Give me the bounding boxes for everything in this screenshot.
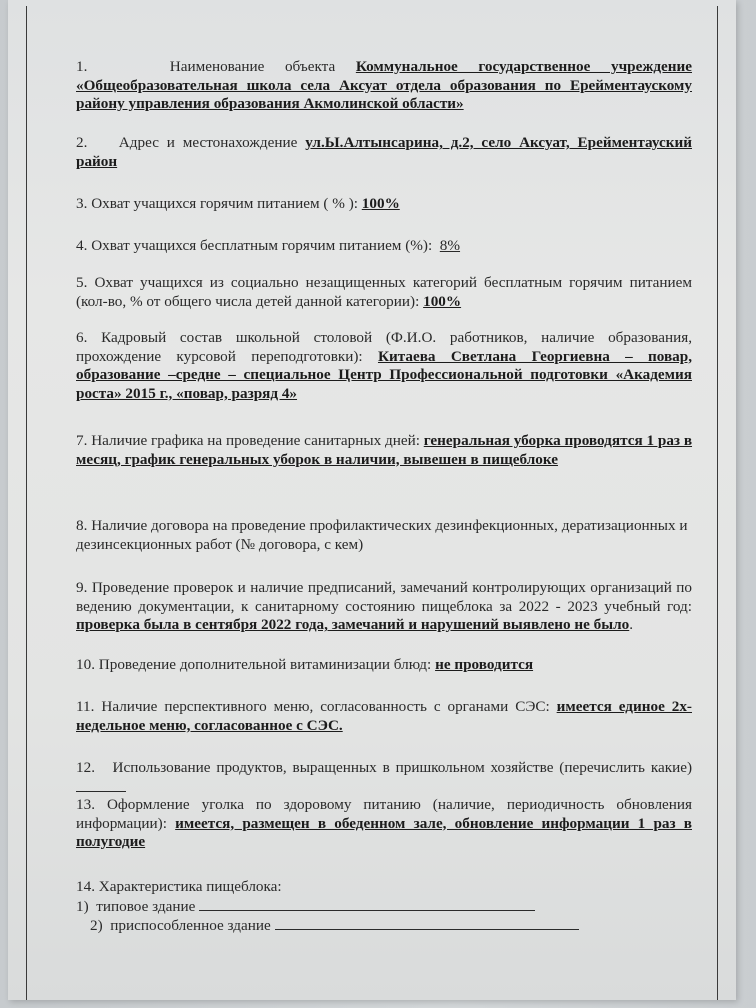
item-value: не проводится — [435, 656, 534, 673]
item-value: имеется единое 2х-недельное меню, согласованное с СЭС. — [76, 698, 692, 734]
option-label: приспособленное здание — [110, 917, 271, 934]
item-number: 9. — [76, 579, 88, 596]
item-value: ул.Ы.Алтынсарина, д.2, село Аксуат, Ерейментауский район — [76, 134, 692, 170]
item-3 — [76, 195, 692, 214]
item-number: 5. — [76, 274, 88, 291]
item-2 — [76, 134, 692, 171]
item-number: 7. — [76, 432, 88, 449]
item-number: 3. — [76, 195, 88, 212]
item-13 — [76, 796, 692, 852]
item-value: Коммунальное государственное учреждение «Общеобразовательная школа села Аксуат отдела образования по Ерейментаускому району управления образования Акмолинской области» — [76, 58, 692, 112]
item-number: 14. — [76, 878, 95, 895]
item-number: 4. — [76, 237, 88, 254]
option-label: типовое здание — [96, 897, 196, 915]
item-6 — [76, 329, 692, 403]
item-value: проверка была в сентября 2022 года, замечаний и нарушений выявлено не было — [76, 616, 630, 633]
item-1 — [76, 58, 692, 114]
option-1 — [76, 897, 692, 917]
item-label: Охват учащихся бесплатным горячим питанием (%): — [91, 237, 433, 254]
item-10 — [76, 656, 692, 675]
item-number: 6. — [76, 329, 88, 346]
item-value: Китаева Светлана Георгиевна – повар, образование –средне – специальное Центр Профессиональной подготовки «Академия роста» 2015 г., «повар, разряд 4» — [76, 347, 693, 402]
item-14 — [76, 878, 692, 936]
item-label: Наличие перспективного меню, согласованность с органами СЭС: — [101, 698, 550, 715]
item-9 — [76, 579, 692, 635]
item-8 — [76, 517, 692, 554]
item-12 — [76, 759, 692, 797]
item-label: Характеристика пищеблока: — [98, 878, 282, 895]
item-label: Охват учащихся из социально незащищенных категорий бесплатным горячим питанием (кол-во, % от общего числа детей данной категории): — [76, 274, 693, 310]
document-sheet — [8, 0, 736, 1000]
item-label: Наличие договора на проведение профилактических дезинфекционных, дератизационных и дезинсекционных работ (№ договора, с кем) — [76, 517, 688, 553]
item-label: Проведение проверок и наличие предписаний, замечаний контролирующих организаций по ведению документации, к санитарному состоянию пищеблока за 2022 - 2023 учебный год: — [76, 579, 692, 615]
option-number: 1) — [76, 897, 89, 915]
answer-blank — [199, 897, 535, 911]
item-value: 8% — [439, 237, 461, 254]
item-number: 1. — [76, 58, 88, 75]
item-label: Оформление уголка по здоровому питанию (наличие, периодичность обновления информации): — [76, 796, 693, 832]
item-value: имеется, размещен в обеденном зале, обновление информации 1 раз в полугодие — [76, 814, 692, 850]
item-number: 11. — [76, 698, 95, 715]
item-label: Использование продуктов, выращенных в пришкольном хозяйстве (перечислить какие) — [112, 759, 693, 776]
item-label: Адрес и местонахождение — [118, 134, 298, 151]
item-value: 100% — [423, 292, 462, 310]
item-number: 10. — [76, 656, 95, 673]
item-number: 2. — [76, 134, 88, 151]
item-7 — [76, 432, 692, 469]
item-4 — [76, 237, 692, 256]
item-number: 12. — [76, 759, 95, 776]
option-2 — [76, 916, 692, 936]
item-label: Наличие графика на проведение санитарных дней: — [91, 432, 420, 449]
item-value: генеральная уборка проводятся 1 раз в месяц, график генеральных уборок в наличии, вывешен в пищеблоке — [76, 432, 693, 468]
item-label: Проведение дополнительной витаминизации блюд: — [98, 656, 432, 673]
item-label: Охват учащихся горячим питанием ( % ): — [91, 195, 358, 212]
item-11 — [76, 698, 692, 735]
item-value: 100% — [361, 195, 400, 212]
item-number: 8. — [76, 517, 88, 534]
item-label: Кадровый состав школьной столовой (Ф.И.О. работников, наличие образования, прохождение курсовой переподготовки): — [76, 329, 692, 365]
answer-blank — [76, 778, 126, 792]
item-tail: . — [629, 616, 634, 633]
item-number: 13. — [76, 796, 95, 813]
item-5 — [76, 274, 692, 311]
option-number: 2) — [90, 917, 103, 934]
item-label: Наименование объекта — [169, 58, 336, 75]
answer-blank — [275, 916, 579, 930]
